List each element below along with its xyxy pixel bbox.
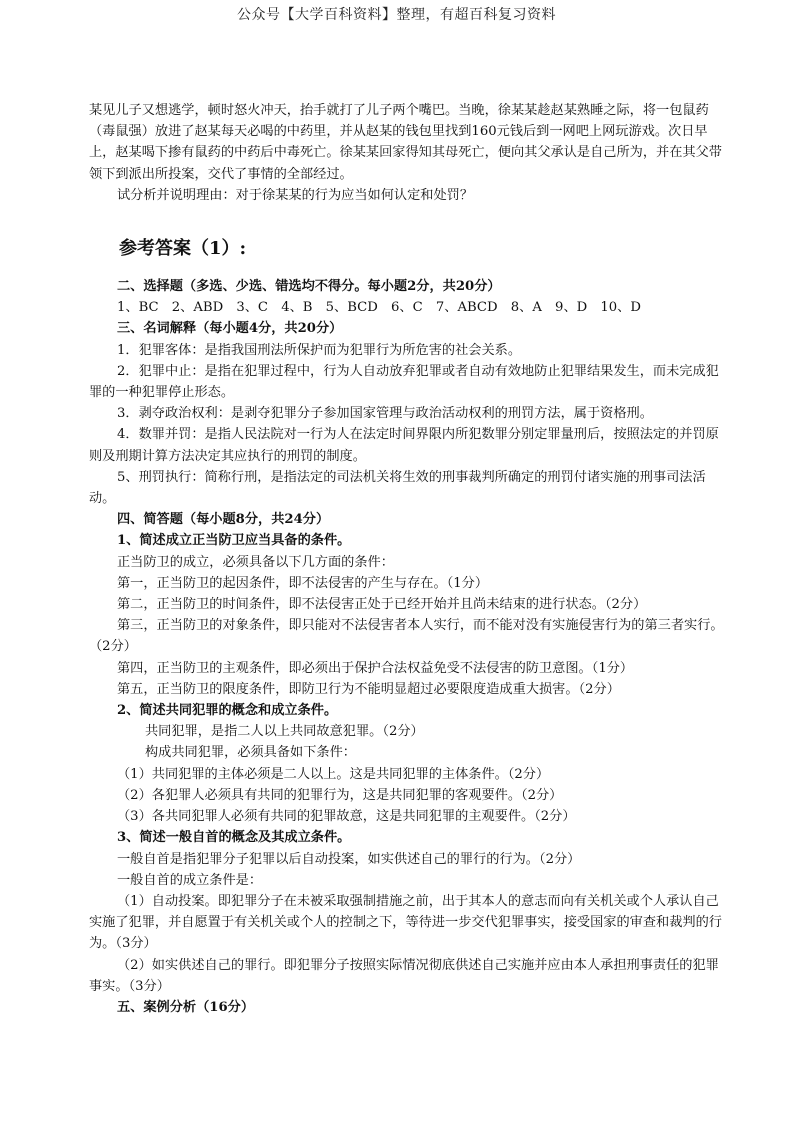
term-5: 5、刑罚执行：简称行刑，是指法定的司法机关将生效的刑事裁判所确定的刑罚付诸实施的刑事司法活动。 bbox=[89, 469, 706, 507]
q2-item-1: （1）共同犯罪的主体必须是二人以上。这是共同犯罪的主体条件。（2分） bbox=[117, 766, 550, 782]
q2-line-2: 构成共同犯罪，必须具备如下条件： bbox=[145, 745, 356, 761]
page-header: 公众号【大学百科资料】整理，有超百科复习资料 bbox=[237, 7, 556, 23]
q3-line-1: 一般自首是指犯罪分子犯罪以后自动投案，如实供述自己的罪行的行为。（2分） bbox=[117, 851, 581, 867]
q3-line-2: 一般自首的成立条件是： bbox=[117, 872, 263, 888]
q2-item-2: （2）各犯罪人必须具有共同的犯罪行为，这是共同犯罪的客观要件。（2分） bbox=[117, 787, 563, 803]
q2-item-3: （3）各共同犯罪人必须有共同的犯罪故意，这是共同犯罪的主观要件。（2分） bbox=[117, 809, 576, 825]
term-3: 3．剥夺政治权利：是剥夺犯罪分子参加国家管理与政治活动权利的刑罚方法，属于资格刑。 bbox=[117, 406, 653, 422]
term-4: 4．数罪并罚：是指人民法院对一行为人在法定时间界限内所犯数罪分别定罪量刑后，按照法定的并罚原则及刑期计算方法决定其应执行的刑罚的制度。 bbox=[89, 427, 719, 464]
q1-item-2: 第二，正当防卫的时间条件，即不法侵害正处于已经开始并且尚未结束的进行状态。（2分） bbox=[117, 597, 647, 613]
q1-intro: 正当防卫的成立，必须具备以下几方面的条件： bbox=[117, 554, 394, 570]
term-2: 2．犯罪中止：是指在犯罪过程中，行为人自动放弃犯罪或者自动有效地防止犯罪结果发生，而未完成犯罪的一种犯罪停止形态。 bbox=[89, 363, 719, 401]
q3-item-2: （2）如实供述自己的罪行。即犯罪分子按照实际情况彻底供述自己实施并应由本人承担刑事责任的犯罪事实。（3分） bbox=[89, 957, 719, 994]
q1-item-4: 第四，正当防卫的主观条件，即必须出于保护合法权益免受不法侵害的防卫意图。（1分） bbox=[117, 660, 634, 676]
answer-title: 参考答案（1）: bbox=[119, 238, 247, 260]
section-3-title: 三、名词解释（每小题4分，共20分） bbox=[117, 321, 343, 337]
q3-title: 3、简述一般自首的概念及其成立条件。 bbox=[117, 830, 351, 846]
q1-item-5: 第五，正当防卫的限度条件，即防卫行为不能明显超过必要限度造成重大损害。（2分） bbox=[117, 681, 620, 697]
q1-title: 1、简述成立正当防卫应当具备的条件。 bbox=[117, 533, 351, 549]
q3-item-1: （1）自动投案。即犯罪分子在未被采取强制措施之前，出于其本人的意志而向有关机关或个人承认自己实施了犯罪，并自愿置于有关机关或个人的控制之下，等待进一步交代犯罪事实，接受国家的审查和裁判的行为。（3分） bbox=[89, 893, 722, 952]
section-2-title: 二、选择题（多选、少选、错选均不得分。每小题2分，共20分） bbox=[117, 279, 501, 295]
document-body bbox=[89, 100, 729, 1018]
section-5-title: 五、案例分析（16分） bbox=[117, 999, 255, 1015]
q2-title: 2、简述共同犯罪的概念和成立条件。 bbox=[117, 703, 338, 719]
case-paragraph: 某见儿子又想逃学，顿时怒火冲天，抬手就打了儿子两个嘴巴。当晚，徐某某趁赵某熟睡之际，将一包鼠药（毒鼠强）放进了赵某每天必喝的中药里，并从赵某的钱包里找到160元钱后到一网吧上网玩游戏。次日早上，赵某喝下掺有鼠药的中药后中毒死亡。徐某某回家得知其母死亡，便向其父承认是自己所为，并在其父带领下到派出所投案，交代了事情的全部经过。 bbox=[89, 103, 722, 182]
q2-line-1: 共同犯罪，是指二人以上共同故意犯罪。（2分） bbox=[145, 724, 424, 740]
choice-answers: 1、BC 2、ABD 3、C 4、B 5、BCD 6、C 7、ABCD 8、A 9、D 10、D bbox=[117, 300, 641, 316]
section-4-title: 四、简答题（每小题8分，共24分） bbox=[117, 512, 330, 528]
q1-item-3: 第三，正当防卫的对象条件，即只能对不法侵害者本人实行，而不能对没有实施侵害行为的第三者实行。（2分） bbox=[89, 618, 724, 655]
case-question: 试分析并说明理由：对于徐某某的行为应当如何认定和处罚？ bbox=[117, 187, 474, 203]
q1-item-1: 第一，正当防卫的起因条件，即不法侵害的产生与存在。（1分） bbox=[117, 575, 489, 591]
term-1: 1．犯罪客体：是指我国刑法所保护而为犯罪行为所危害的社会关系。 bbox=[117, 342, 522, 358]
